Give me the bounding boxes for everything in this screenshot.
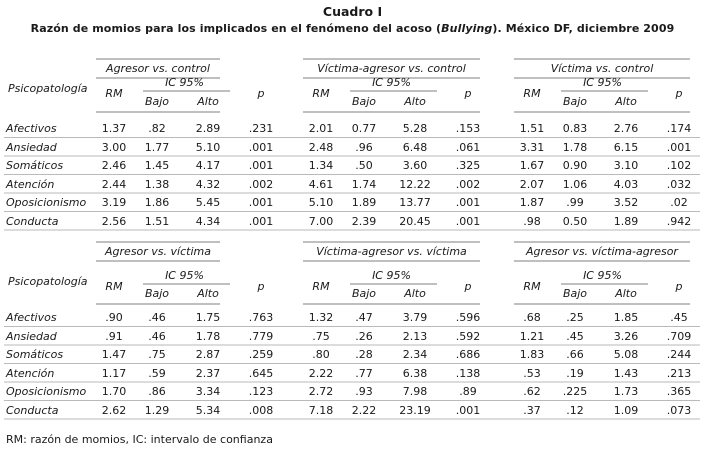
table-cell: 1.32 <box>308 311 334 324</box>
table-cell: 1.17 <box>101 366 127 380</box>
table-cell: .001 <box>248 214 274 228</box>
table-cell: 1.21 <box>519 329 545 343</box>
table-cell: 3.34 <box>195 385 221 398</box>
group-title: Agresor vs. víctima-agresor <box>526 245 678 258</box>
table-cell: .102 <box>666 159 692 172</box>
table-cell: 6.15 <box>613 140 639 154</box>
table-cell: .645 <box>248 366 274 380</box>
table-cell: .213 <box>666 366 692 380</box>
table-cell: 3.00 <box>101 140 127 154</box>
table-cell: 0.83 <box>562 122 588 135</box>
ic-header: IC 95% <box>583 269 622 282</box>
row-label: Afectivos <box>6 311 57 324</box>
table-cell: 1.74 <box>351 177 377 191</box>
p-header: p <box>675 280 683 293</box>
table-cell: .19 <box>566 366 584 380</box>
table-cell: .62 <box>523 385 541 398</box>
p-header: p <box>257 280 265 293</box>
table-cell: .37 <box>523 403 541 417</box>
table-cell: 13.77 <box>399 196 431 209</box>
rm-header: RM <box>312 280 330 293</box>
row-label: Atención <box>6 366 55 380</box>
table-cell: 6.48 <box>402 140 428 154</box>
ic-header: IC 95% <box>372 76 411 89</box>
caption-label: Cuadro I <box>322 4 383 19</box>
rm-header: RM <box>523 280 541 293</box>
table-cell: 1.77 <box>144 140 170 154</box>
table-cell: 4.03 <box>613 177 639 191</box>
table-cell: .001 <box>248 196 274 209</box>
row-label: Somáticos <box>6 159 64 172</box>
table-cell: .008 <box>248 403 274 417</box>
table-cell: .59 <box>148 366 166 380</box>
table-cell: 1.87 <box>519 196 545 209</box>
table-cell: .46 <box>148 311 166 324</box>
table-cell: .28 <box>355 348 373 361</box>
rm-header: RM <box>523 87 541 100</box>
table-cell: .244 <box>666 348 692 361</box>
table-cell: 1.45 <box>144 159 170 172</box>
bajo-header: Bajo <box>144 95 170 108</box>
table-cell: .002 <box>248 177 274 191</box>
alto-header: Alto <box>404 287 426 300</box>
table-cell: 1.70 <box>101 385 127 398</box>
row-label: Atención <box>6 177 55 191</box>
table-cell: 1.89 <box>613 214 639 228</box>
table-cell: 5.10 <box>308 196 334 209</box>
table-cell: 3.19 <box>101 196 127 209</box>
table-cell: .47 <box>355 311 373 324</box>
table-cell: 4.34 <box>195 214 221 228</box>
table-cell: .45 <box>670 311 688 324</box>
table-cell: 1.51 <box>519 122 545 135</box>
table-cell: .68 <box>523 311 541 324</box>
table-cell: 2.76 <box>613 122 639 135</box>
table-cell: 1.85 <box>613 311 639 324</box>
table-cell: 3.26 <box>613 329 639 343</box>
table-cell: .45 <box>566 329 584 343</box>
ic-header: IC 95% <box>583 76 622 89</box>
title-part-a: Razón de momios para los implicados en el fenómeno del acoso ( <box>30 22 442 35</box>
table-cell: 4.17 <box>195 159 221 172</box>
table-cell: .686 <box>455 348 481 361</box>
table-cell: .001 <box>248 159 274 172</box>
table-cell: 2.34 <box>402 348 428 361</box>
table-cell: 0.90 <box>562 159 588 172</box>
table-cell: 3.31 <box>519 140 545 154</box>
table-cell: .80 <box>312 348 330 361</box>
table-cell: .592 <box>455 329 481 343</box>
table-cell: 1.83 <box>519 348 545 361</box>
table-cell: 1.43 <box>613 366 639 380</box>
table-cell: .001 <box>455 403 481 417</box>
table-cell: .001 <box>455 214 481 228</box>
table-cell: 5.28 <box>402 122 428 135</box>
table-cell: 5.08 <box>613 348 639 361</box>
table-cell: 2.46 <box>101 159 127 172</box>
table-cell: .138 <box>455 366 481 380</box>
table-cell: .75 <box>148 348 166 361</box>
table-cell: .91 <box>105 329 123 343</box>
table-cell: 1.51 <box>144 214 170 228</box>
table-cell: 3.79 <box>402 311 428 324</box>
bajo-header: Bajo <box>144 287 170 300</box>
table-cell: .77 <box>355 366 373 380</box>
table-cell: 1.67 <box>519 159 545 172</box>
alto-header: Alto <box>404 95 426 108</box>
table-cell: .325 <box>455 159 481 172</box>
table-cell: .89 <box>459 385 477 398</box>
table-cell: 1.34 <box>308 159 334 172</box>
row-label: Somáticos <box>6 348 64 361</box>
table-cell: .001 <box>666 140 692 154</box>
table-cell: .225 <box>562 385 588 398</box>
table-cell: 1.89 <box>351 196 377 209</box>
table-cell: 2.01 <box>308 122 334 135</box>
row-label: Ansiedad <box>6 140 57 154</box>
group-title: Víctima-agresor vs. víctima <box>316 245 467 258</box>
table-cell: .596 <box>455 311 481 324</box>
table-cell: .061 <box>455 140 481 154</box>
group-title: Agresor vs. víctima <box>105 245 211 258</box>
row-label: Oposicionismo <box>6 385 87 398</box>
table-cell: .001 <box>248 140 274 154</box>
table-cell: .123 <box>248 385 274 398</box>
row-label: Conducta <box>6 403 59 417</box>
table-cell: .259 <box>248 348 274 361</box>
table-cell: 0.77 <box>351 122 377 135</box>
table-cell: .02 <box>670 196 688 209</box>
table-cell: 2.56 <box>101 214 127 228</box>
p-header: p <box>464 280 472 293</box>
p-header: p <box>675 87 683 100</box>
table-cell: 2.22 <box>308 366 334 380</box>
table-cell: 7.00 <box>308 214 334 228</box>
row-label: Ansiedad <box>6 329 57 343</box>
table-cell: .75 <box>312 329 330 343</box>
table-cell: 2.89 <box>195 122 221 135</box>
table-cell: .50 <box>355 159 373 172</box>
table-cell: 2.13 <box>402 329 428 343</box>
table-cell: 1.73 <box>613 385 639 398</box>
table-cell: .709 <box>666 329 692 343</box>
table-cell: .153 <box>455 122 481 135</box>
row-header-label: Psicopatología <box>8 275 88 288</box>
footnote: RM: razón de momios, IC: intervalo de confianza <box>6 433 273 446</box>
row-label: Oposicionismo <box>6 196 87 209</box>
table-cell: .98 <box>523 214 541 228</box>
rm-header: RM <box>312 87 330 100</box>
table-cell: 1.47 <box>101 348 127 361</box>
table-cell: .231 <box>248 122 274 135</box>
table-cell: .12 <box>566 403 584 417</box>
row-header-label: Psicopatología <box>8 82 88 95</box>
table-cell: .93 <box>355 385 373 398</box>
table-cell: 1.38 <box>144 177 170 191</box>
rm-header: RM <box>105 280 123 293</box>
table-cell: .46 <box>148 329 166 343</box>
table-cell: 2.07 <box>519 177 545 191</box>
p-header: p <box>257 87 265 100</box>
alto-header: Alto <box>197 287 219 300</box>
bajo-header: Bajo <box>351 95 377 108</box>
table-cell: .002 <box>455 177 481 191</box>
alto-header: Alto <box>615 287 637 300</box>
bajo-header: Bajo <box>351 287 377 300</box>
table-cell: .53 <box>523 366 541 380</box>
table-cell: .96 <box>355 140 373 154</box>
table-cell: 2.48 <box>308 140 334 154</box>
table-cell: 4.32 <box>195 177 221 191</box>
table-cell: 2.87 <box>195 348 221 361</box>
rm-header: RM <box>105 87 123 100</box>
table-cell: 7.18 <box>308 403 334 417</box>
table-cell: .82 <box>148 122 166 135</box>
group-title: Víctima-agresor vs. control <box>317 62 466 75</box>
table-cell: 5.10 <box>195 140 221 154</box>
table-cell: 2.62 <box>101 403 127 417</box>
table-cell: 3.10 <box>613 159 639 172</box>
table-cell: 1.86 <box>144 196 170 209</box>
table-cell: .365 <box>666 385 692 398</box>
table-cell: 2.22 <box>351 403 377 417</box>
table-cell: .26 <box>355 329 373 343</box>
table-cell: .86 <box>148 385 166 398</box>
table-cell: 23.19 <box>399 403 431 417</box>
row-label: Conducta <box>6 214 59 228</box>
table-cell: .174 <box>666 122 692 135</box>
ic-header: IC 95% <box>165 76 204 89</box>
table-cell: 1.06 <box>562 177 588 191</box>
table-cell: .779 <box>248 329 274 343</box>
alto-header: Alto <box>615 95 637 108</box>
alto-header: Alto <box>197 95 219 108</box>
table-cell: 5.45 <box>195 196 221 209</box>
table-cell: 1.37 <box>101 122 127 135</box>
table-cell: 0.50 <box>562 214 588 228</box>
table-cell: 1.78 <box>195 329 221 343</box>
group-title: Víctima vs. control <box>550 62 654 75</box>
table-cell: 1.75 <box>195 311 221 324</box>
table-cell: 2.72 <box>308 385 334 398</box>
row-label: Afectivos <box>6 122 57 135</box>
table-cell: .90 <box>105 311 123 324</box>
table-cell: 6.38 <box>402 366 428 380</box>
table-cell: 1.29 <box>144 403 170 417</box>
table-cell: .942 <box>666 214 692 228</box>
title-part-c: ). México DF, diciembre 2009 <box>492 22 675 35</box>
table-cell: 2.37 <box>195 366 221 380</box>
table-cell: 1.09 <box>613 403 639 417</box>
table-cell: .032 <box>666 177 692 191</box>
table-cell: 2.39 <box>351 214 377 228</box>
table-cell: 5.34 <box>195 403 221 417</box>
table-cell: .073 <box>666 403 692 417</box>
table-cell: 3.60 <box>402 159 428 172</box>
table-cell: 4.61 <box>308 177 334 191</box>
ic-header: IC 95% <box>165 269 204 282</box>
table-cell: .763 <box>248 311 274 324</box>
table-cell: 2.44 <box>101 177 127 191</box>
table-cell: .25 <box>566 311 584 324</box>
table-cell: 20.45 <box>399 214 431 228</box>
group-title: Agresor vs. control <box>106 62 210 75</box>
table-cell: .99 <box>566 196 584 209</box>
table-cell: 3.52 <box>613 196 639 209</box>
ic-header: IC 95% <box>372 269 411 282</box>
title-part-b: Bullying <box>441 22 493 35</box>
bajo-header: Bajo <box>562 287 588 300</box>
table-cell: .001 <box>455 196 481 209</box>
p-header: p <box>464 87 472 100</box>
table-cell: .66 <box>566 348 584 361</box>
table-cell: 7.98 <box>402 385 428 398</box>
table-cell: 12.22 <box>399 177 431 191</box>
table-cell: 1.78 <box>562 140 588 154</box>
bajo-header: Bajo <box>562 95 588 108</box>
